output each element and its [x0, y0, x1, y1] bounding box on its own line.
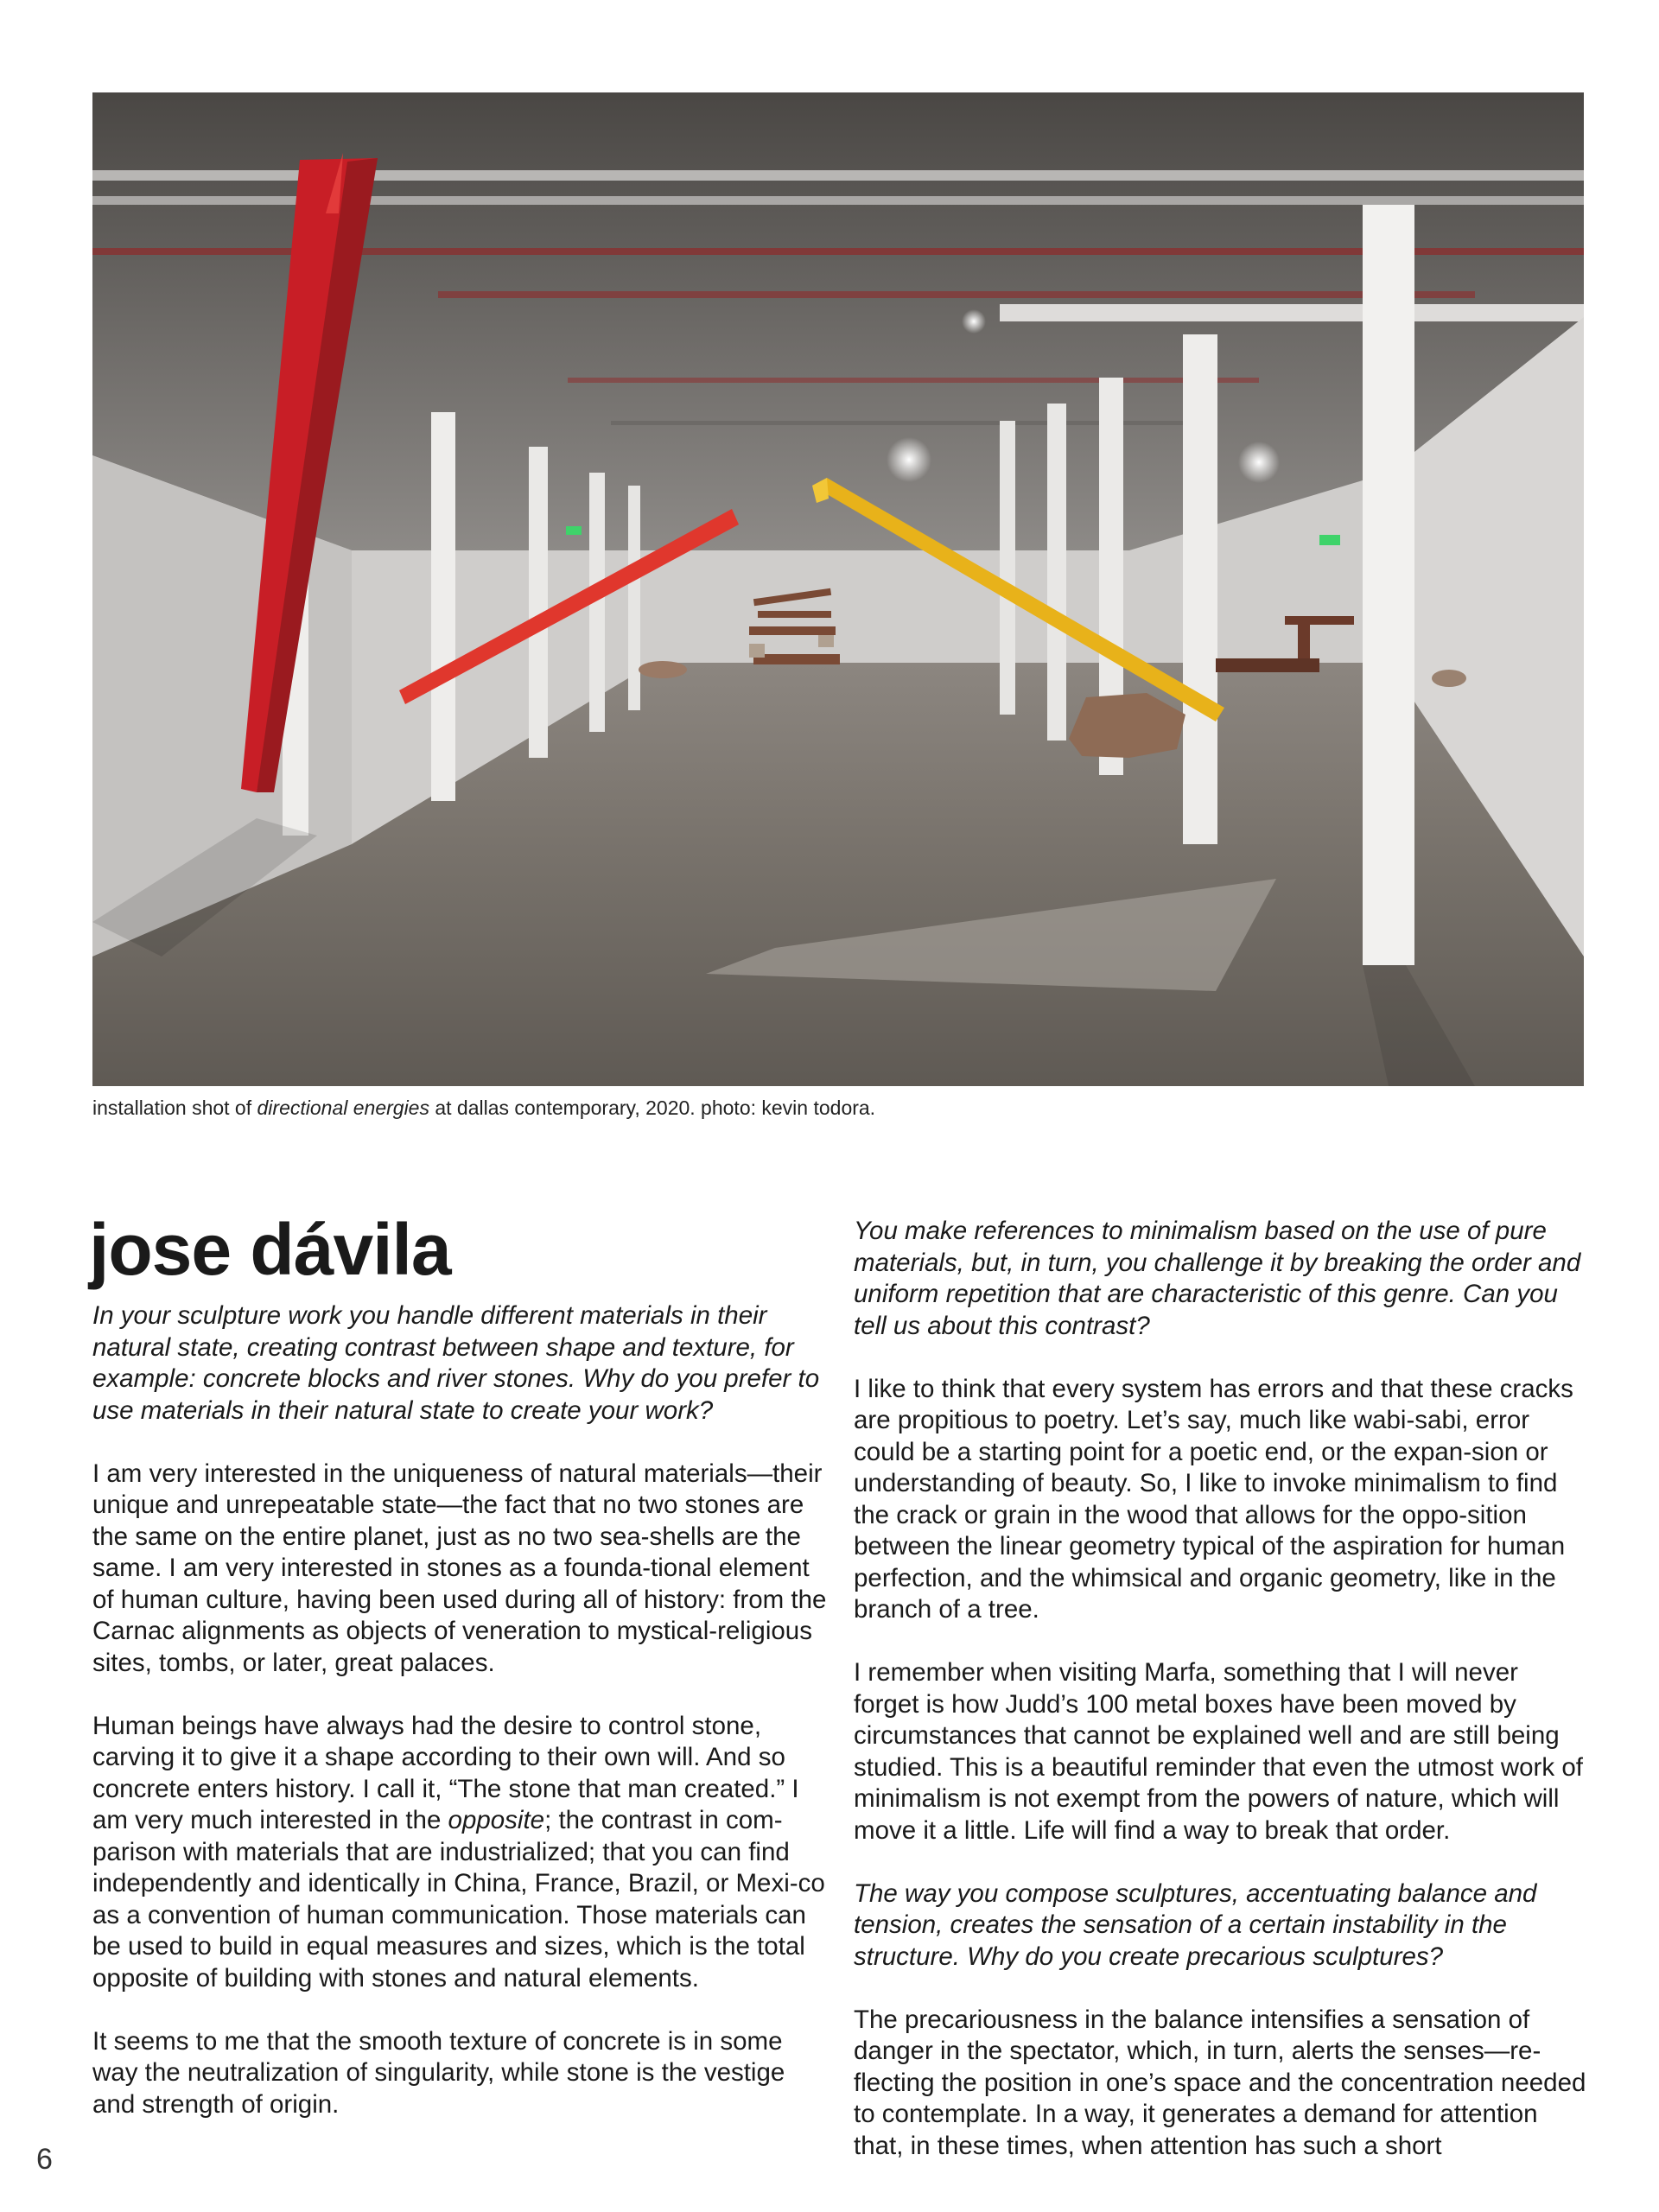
answer-text: ; the contrast in com-parison with materials that are industrialized; that you can find independently and identically in China, France, Brazil, or Mexi-co as a convention of human communication. Those materials can be used to build in equal measures and sizes, which is the total opposite of building with stones and natural elements. — [92, 1806, 825, 1993]
question-paragraph: In your sculpture work you handle different materials in their natural state, creating contrast between shape and texture, for example: concrete blocks and river stones. Why do you prefer to use materials in their natural state to create your work? — [92, 1301, 820, 1425]
answer-text: Human beings have always had the desire to control stone, carving it to give it a shape according to their own will. And so concrete enters history. I call it, “The stone that man created.” I am very much interested in the — [92, 1711, 799, 1834]
answer-paragraph — [92, 1711, 827, 1995]
emphasis-text: opposite — [448, 1806, 545, 1834]
answer-paragraph: It seems to me that the smooth texture of concrete is in some way the neutralization of singularity, while stone is the vestige and strength of origin. — [92, 2026, 785, 2119]
question-paragraph: The way you compose sculptures, accentuating balance and tension, creates the sensation of a certain instability in the structure. Why do you create precarious sculptures? — [854, 1878, 1537, 1971]
page-number: 6 — [36, 2143, 53, 2176]
caption-suffix: at dallas contemporary, 2020. photo: kevin todora. — [429, 1096, 876, 1119]
right-column — [854, 1216, 1588, 2194]
installation-photo — [92, 92, 1584, 1086]
answer-paragraph: I remember when visiting Marfa, something that I will never forget is how Judd’s 100 metal boxes have been moved by circumstances that cannot be explained well and are still being studied. This is a beautiful reminder that even the utmost work of minimalism is not exempt from the powers of nature, which will move it a little. Life will find a way to break that order. — [854, 1658, 1583, 1845]
answer-paragraph: I like to think that every system has errors and that these cracks are propitious to poetry. Let’s say, much like wabi-sabi, error could be a starting point for a poetic end, or the expan-sion or understanding of beauty. So, I like to invoke minimalism to find the crack or grain in the wood that allows for the oppo-sition between the linear geometry typical of the aspiration for human perfection, and the whimsical and organic geometry, like in the branch of a tree. — [854, 1374, 1573, 1624]
caption-prefix: installation shot of — [92, 1096, 257, 1119]
left-column — [92, 1300, 827, 2152]
photo-caption — [92, 1095, 875, 1121]
article-title: jose dávila — [89, 1209, 451, 1290]
answer-paragraph: The precariousness in the balance intensifies a sensation of danger in the spectator, which, in turn, alerts the senses—re-flecting the position in one’s space and the concentration needed to contemplate. In a way, it generates a demand for attention that, in these times, when attention has such a short — [854, 2005, 1586, 2160]
caption-work-title: directional energies — [257, 1096, 429, 1119]
answer-paragraph: I am very interested in the uniqueness of natural materials—their unique and unrepeatable state—the fact that no two stones are the same on the entire planet, just as no two sea-shells are the same. I am very interested in stones as a founda-tional element of human culture, having been used during all of history: from the Carnac alignments as objects of veneration to mystical-religious sites, tombs, or later, great palaces. — [92, 1459, 827, 1677]
question-paragraph: You make references to minimalism based on the use of pure materials, but, in turn, you challenge it by breaking the order and uniform repetition that are characteristic of this genre. Can you tell us about this contrast? — [854, 1217, 1581, 1340]
